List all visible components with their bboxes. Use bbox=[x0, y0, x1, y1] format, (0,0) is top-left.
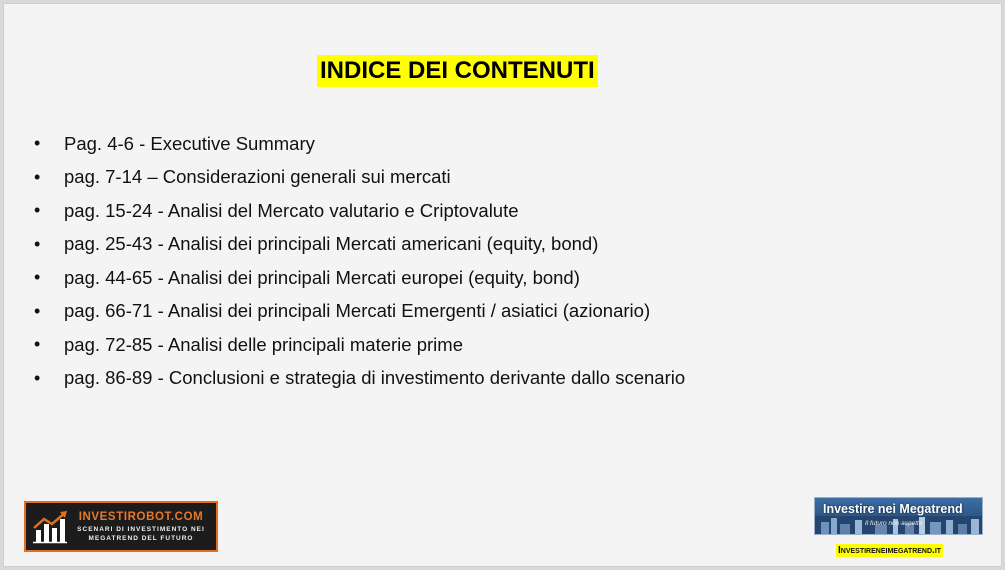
bullet-icon: • bbox=[34, 267, 41, 288]
toc-item-text: pag. 86-89 - Conclusioni e strategia di investimento derivante dallo scenario bbox=[64, 367, 686, 389]
toc-item bbox=[34, 194, 685, 228]
bullet-icon: • bbox=[34, 200, 41, 221]
toc-item-text: pag. 25-43 - Analisi dei principali Mercati americani (equity, bond) bbox=[64, 233, 599, 255]
slide bbox=[3, 3, 1002, 567]
bullet-icon: • bbox=[34, 367, 41, 388]
toc-item bbox=[34, 261, 685, 295]
table-of-contents bbox=[34, 127, 685, 395]
slide-title: INDICE DEI CONTENUTI bbox=[317, 55, 598, 87]
toc-item bbox=[34, 295, 685, 329]
bullet-icon: • bbox=[34, 300, 41, 321]
bar-chart-arrow-icon bbox=[32, 510, 68, 544]
toc-item bbox=[34, 161, 685, 195]
investirobot-tagline-1: SCENARI DI INVESTIMENTO NEI bbox=[77, 525, 205, 533]
site-url-link[interactable]: Investireneimegatrend.it bbox=[838, 545, 942, 556]
toc-item-text: pag. 66-71 - Analisi dei principali Mercati Emergenti / asiatici (azionario) bbox=[64, 300, 651, 322]
investirobot-brand: INVESTIROBOT.COM bbox=[78, 510, 204, 523]
investirobot-tagline-2: MEGATREND DEL FUTURO bbox=[88, 534, 194, 542]
megatrend-logo-subtitle: Il futuro non aspetta bbox=[865, 520, 923, 527]
toc-item-text: pag. 72-85 - Analisi delle principali materie prime bbox=[64, 333, 463, 355]
toc-item bbox=[34, 328, 685, 362]
megatrend-logo bbox=[814, 497, 983, 535]
toc-item-text: pag. 7-14 – Considerazioni generali sui mercati bbox=[64, 166, 451, 188]
toc-item bbox=[34, 127, 685, 161]
bullet-icon: • bbox=[34, 233, 41, 254]
toc-item bbox=[34, 228, 685, 262]
investirobot-logo bbox=[24, 501, 218, 552]
megatrend-logo-title: Investire nei Megatrend bbox=[823, 502, 963, 516]
toc-item-text: Pag. 4-6 - Executive Summary bbox=[64, 132, 315, 154]
bullet-icon: • bbox=[34, 334, 41, 355]
toc-item bbox=[34, 362, 685, 396]
bullet-icon: • bbox=[34, 133, 41, 154]
toc-item-text: pag. 15-24 - Analisi del Mercato valutario e Criptovalute bbox=[64, 199, 519, 221]
bullet-icon: • bbox=[34, 166, 41, 187]
toc-item-text: pag. 44-65 - Analisi dei principali Mercati europei (equity, bond) bbox=[64, 266, 580, 288]
